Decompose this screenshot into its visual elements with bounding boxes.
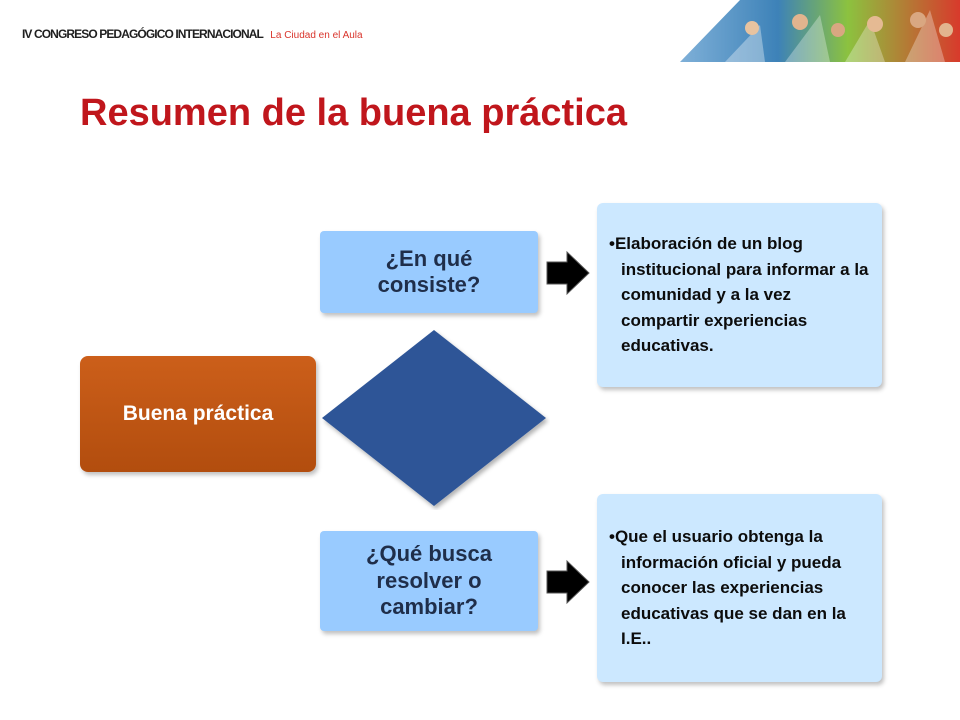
main-topic-label: Buena práctica bbox=[122, 402, 274, 425]
question-label-line: resolver o bbox=[376, 567, 482, 593]
description-box-consiste bbox=[597, 203, 882, 387]
question-box-resolver bbox=[320, 531, 538, 631]
question-label-line: ¿En qué bbox=[385, 245, 473, 271]
event-subtitle: La Ciudad en el Aula bbox=[270, 30, 363, 41]
event-header bbox=[22, 27, 363, 41]
right-arrow-icon bbox=[545, 250, 591, 296]
header-photo-banner bbox=[670, 0, 960, 62]
question-label-line: consiste? bbox=[377, 272, 481, 297]
description-text: •Que el usuario obtenga la información oficial y pueda conocer las experiencias educativas que se dan en la I.E.. bbox=[609, 527, 846, 649]
connector-diamond bbox=[318, 328, 550, 510]
description-text: •Elaboración de un blog institucional para informar a la comunidad y a la vez compartir experiencias educativas. bbox=[609, 234, 869, 356]
question-box-consiste bbox=[320, 231, 538, 313]
description-box-resolver bbox=[597, 494, 882, 682]
page-title: Resumen de la buena práctica bbox=[80, 92, 627, 134]
question-label-line: cambiar? bbox=[380, 594, 478, 620]
main-topic-box bbox=[80, 356, 316, 472]
event-name: IV CONGRESO PEDAGÓGICO INTERNACIONAL bbox=[22, 27, 263, 41]
question-label-line: ¿Qué busca bbox=[366, 541, 492, 567]
right-arrow-icon bbox=[545, 559, 591, 605]
